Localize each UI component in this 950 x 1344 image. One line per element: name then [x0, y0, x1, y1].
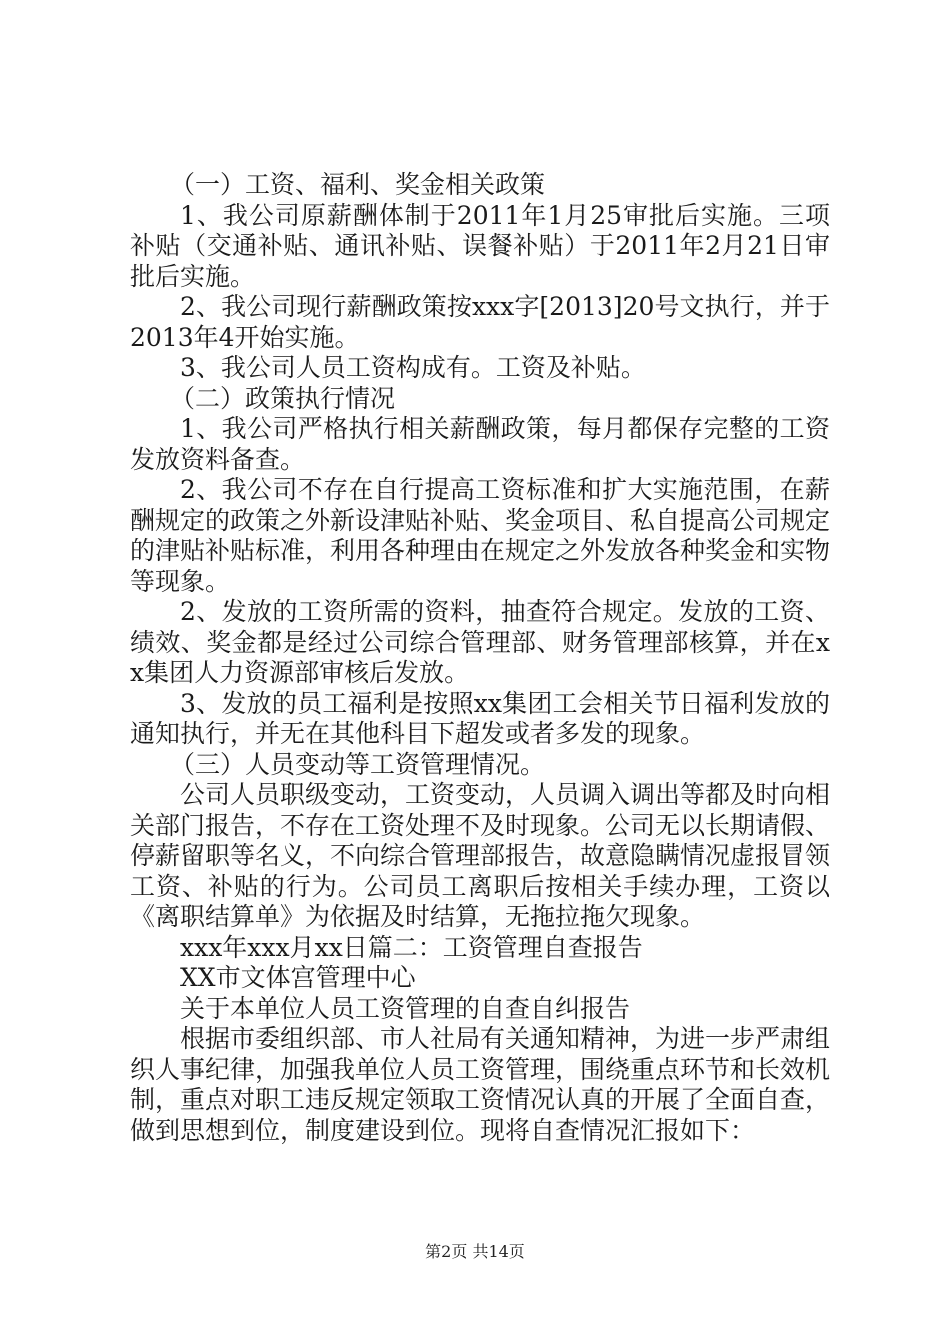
paragraph: 1、我公司严格执行相关薪酬政策，每月都保存完整的工资发放资料备查。: [130, 414, 830, 474]
page-footer: 第2页 共14页: [425, 1242, 525, 1261]
paragraph: 3、发放的员工福利是按照xx集团工会相关节日福利发放的通知执行，并无在其他科目下超发或者多发的现象。: [130, 688, 830, 748]
section-heading-3: （三）人员变动等工资管理情况。: [170, 749, 546, 779]
paragraph: 1、我公司原薪酬体制于2011年1月25审批后实施。三项补贴（交通补贴、通讯补贴、误餐补贴）于2011年2月21日审批后实施。: [130, 200, 830, 291]
paragraph: 2、我公司不存在自行提高工资标准和扩大实施范围，在薪酬规定的政策之外新设津贴补贴、奖金项目、私自提高公司规定的津贴补贴标准，利用各种理由在规定之外发放各种奖金和实物等现象。: [130, 475, 831, 596]
section-heading-2: （二）政策执行情况: [170, 383, 396, 413]
paragraph: XX市文体宫管理中心: [180, 963, 416, 992]
paragraph: 2、我公司现行薪酬政策按xxx字[2013]20号文执行，并于2013年4开始实施。: [130, 292, 830, 352]
section-heading-1: （一）工资、福利、奖金相关政策: [170, 170, 546, 199]
paragraph: xxx年xxx月xx日篇二：工资管理自查报告: [180, 932, 643, 962]
paragraph: 根据市委组织部、市人社局有关通知精神，为进一步严肃组织人事纪律，加强我单位人员工资管理，围绕重点环节和长效机制，重点对职工违反规定领取工资情况认真的开展了全面自查，做到思想到位，制度建设到位。现将自查情况汇报如下：: [130, 1024, 831, 1145]
paragraph: 公司人员职级变动，工资变动，人员调入调出等都及时向相关部门报告，不存在工资处理不及时现象。公司无以长期请假、停薪留职等名义，不向综合管理部报告，故意隐瞒情况虚报冒领工资、补贴的行为。公司员工离职后按相关手续办理，工资以《离职结算单》为依据及时结算，无拖拉拖欠现象。: [130, 780, 831, 931]
document-body: [130, 170, 830, 1146]
paragraph: 关于本单位人员工资管理的自查自纠报告: [180, 993, 631, 1023]
paragraph: 3、我公司人员工资构成有。工资及补贴。: [180, 353, 646, 382]
paragraph: 2、发放的工资所需的资料，抽查符合规定。发放的工资、绩效、奖金都是经过公司综合管理部、财务管理部核算，并在xx集团人力资源部审核后发放。: [130, 597, 830, 687]
